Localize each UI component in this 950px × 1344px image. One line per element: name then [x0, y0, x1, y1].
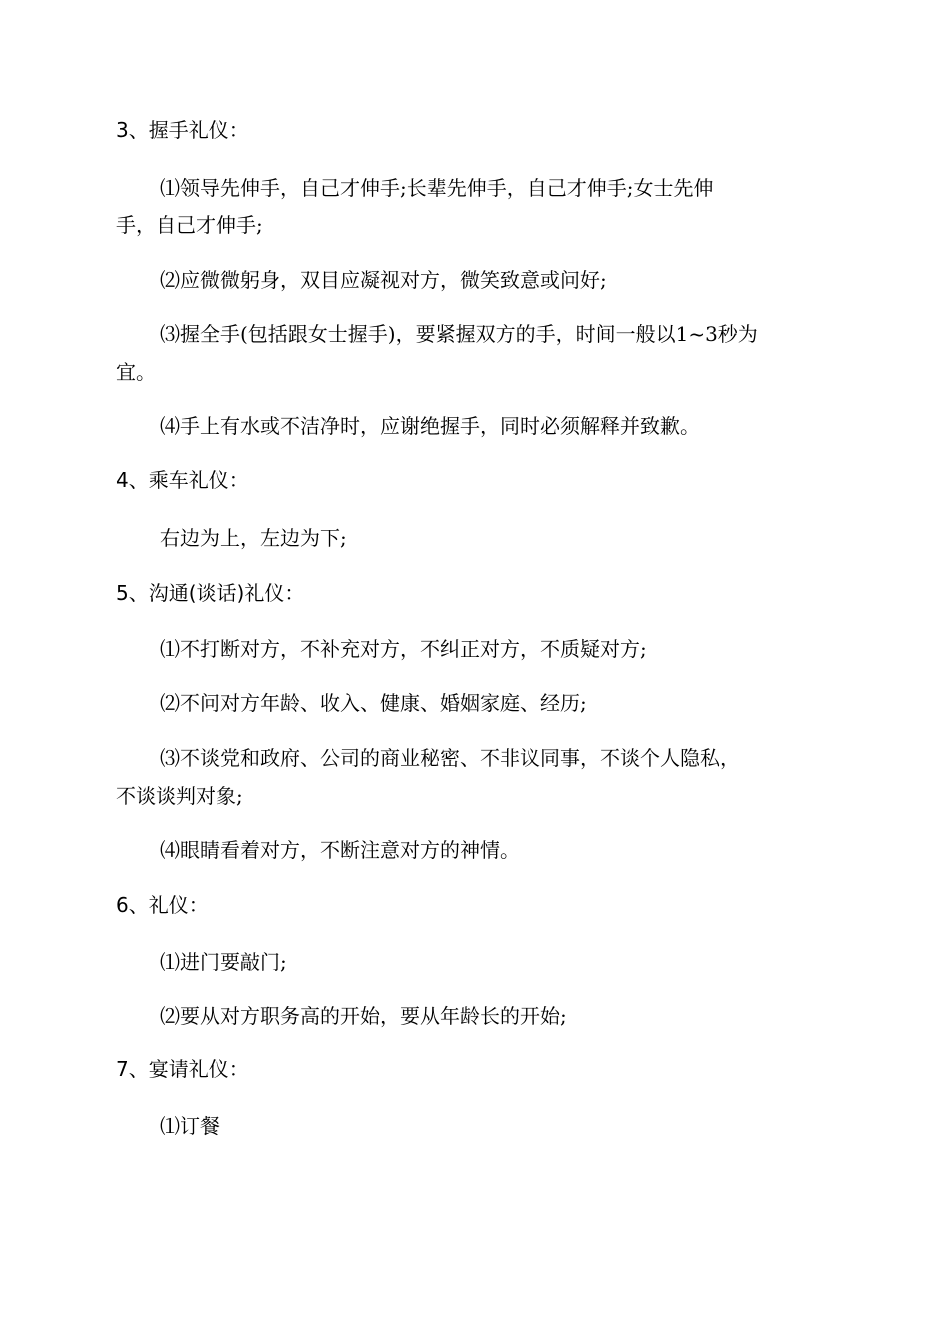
section-heading-handshake: 3、握手礼仪： [116, 118, 249, 142]
paragraph-line: ⑶握全手(包括跟女士握手)，要紧握双方的手，时间一般以1~3秒为 [160, 322, 758, 346]
paragraph-line: ⑴不打断对方，不补充对方，不纠正对方，不质疑对方; [160, 637, 647, 661]
paragraph-line: ⑴进门要敲门; [160, 950, 287, 974]
paragraph-line: ⑶不谈党和政府、公司的商业秘密、不非议同事，不谈个人隐私， [160, 746, 740, 770]
section-heading-etiquette: 6、礼仪： [116, 893, 209, 917]
paragraph-line-continued: 宜。 [116, 360, 156, 384]
paragraph-line: ⑵不问对方年龄、收入、健康、婚姻家庭、经历; [160, 691, 587, 715]
paragraph-line: ⑷手上有水或不洁净时，应谢绝握手，同时必须解释并致歉。 [160, 414, 700, 438]
paragraph-line: ⑵要从对方职务高的开始，要从年龄长的开始; [160, 1004, 567, 1028]
paragraph-line-continued: 手，自己才伸手; [116, 213, 263, 237]
section-heading-banquet: 7、宴请礼仪： [116, 1057, 249, 1081]
paragraph-line: ⑵应微微躬身，双目应凝视对方，微笑致意或问好; [160, 268, 607, 292]
section-heading-riding: 4、乘车礼仪： [116, 468, 249, 492]
paragraph-line: ⑴领导先伸手，自己才伸手;长辈先伸手，自己才伸手;女士先伸 [160, 176, 714, 200]
paragraph-line: 右边为上，左边为下; [160, 526, 347, 550]
section-heading-communication: 5、沟通(谈话)礼仪： [116, 581, 305, 605]
paragraph-line-continued: 不谈谈判对象; [116, 784, 243, 808]
paragraph-line: ⑷眼睛看着对方，不断注意对方的神情。 [160, 838, 520, 862]
paragraph-line: ⑴订餐 [160, 1114, 220, 1138]
